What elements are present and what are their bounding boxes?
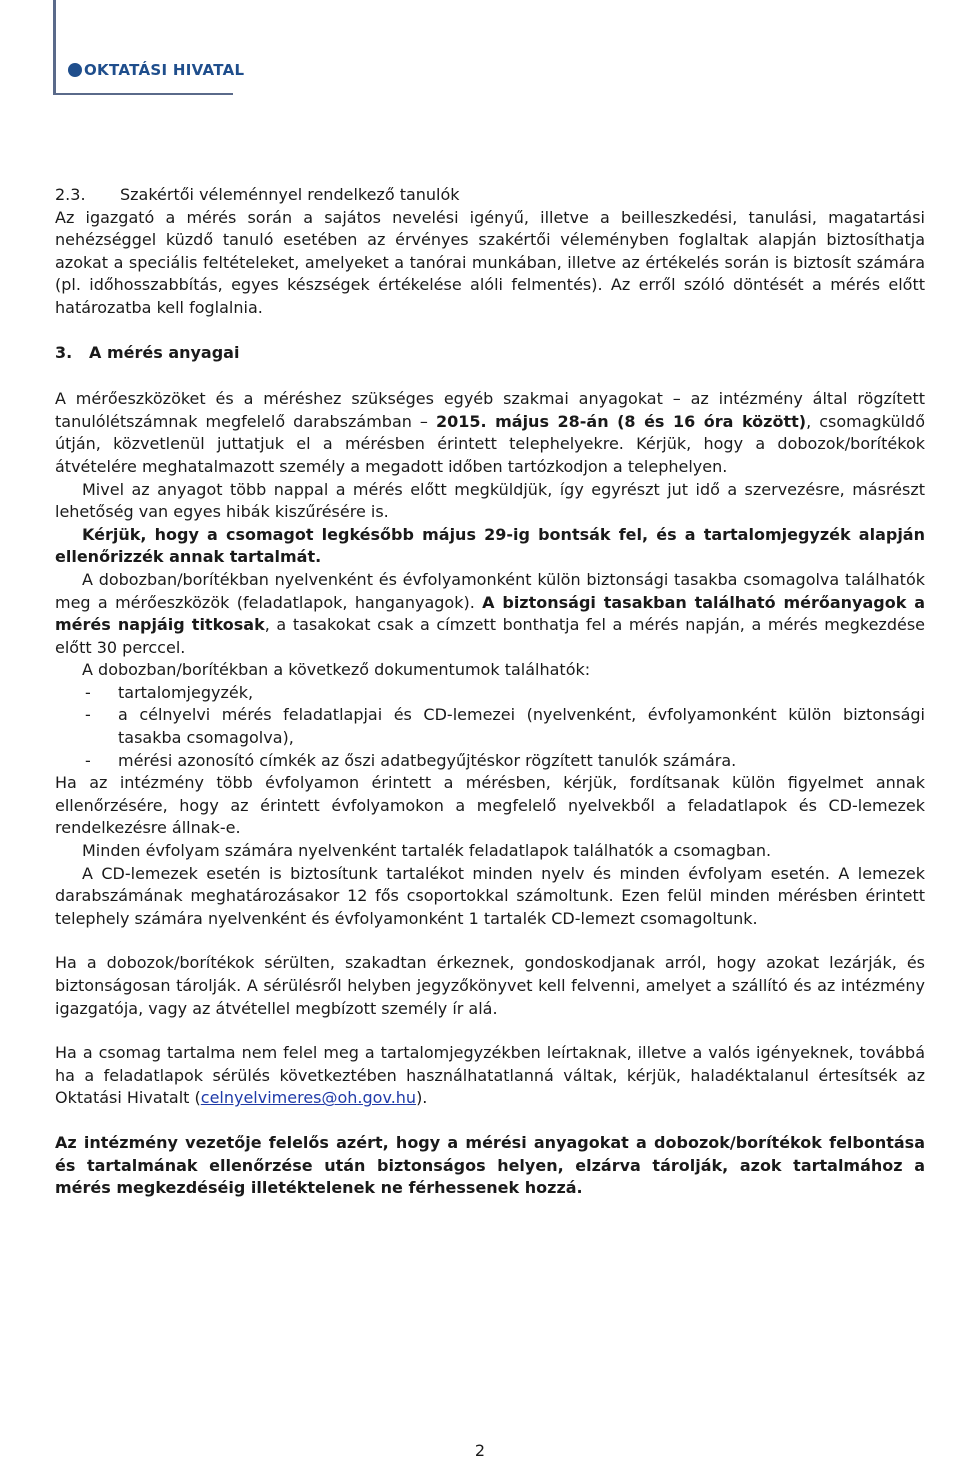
page-number: 2: [474, 1441, 486, 1460]
logo-vertical-line: [53, 0, 56, 95]
paragraph-contact: Ha a csomag tartalma nem felel meg a tartalomjegyzékben leírtaknak, illetve a valós igényeknek, továbbá ha a feladatlapok sérülés következtében használhatatlanná váltak, kérjük, haladéktalanul értesítsék az Oktatási Hivatalt (celnyelvimeres@oh.gov.hu).: [55, 1043, 925, 1108]
section-2-3-heading: [55, 184, 925, 207]
section-title: A mérés anyagai: [89, 342, 240, 362]
page-header: [0, 0, 960, 110]
section-2-3-paragraph: Az igazgató a mérés során a sajátos nevelési igényű, illetve a beilleszkedési, tanulási, magatartási nehézséggel küzdő tanuló esetében az érvényes szakértői véleményben foglaltak alapján biztosíthatja azokat a speciális feltételeket, amelyeket a tanórai munkában, illetve az értékelés során is biztosít számára (pl. időhosszabbítás, egyes készségek értékelése alóli felmentés). Az erről szóló döntését a mérés előtt határozatba kell foglalnia.: [55, 207, 925, 317]
section-number: 2.3.: [55, 185, 86, 204]
section-number: 3.: [55, 342, 73, 362]
paragraph-responsibility: Az intézmény vezetője felelős azért, hogy a mérési anyagokat a dobozok/borítékok felbontása és tartalmának ellenőrzése után biztonságos helyen, elzárva tárolják, azok tartalmához a mérés megkezdéséig illetéktelenek ne férhessenek hozzá.: [55, 1132, 925, 1198]
documents-list: [55, 682, 925, 772]
paragraph-damaged-packages: Ha a dobozok/borítékok sérülten, szakadtan érkeznek, gondoskodjanak arról, hogy azokat lezárják, és biztonságosan tárolják. A sérülésről helyben jegyzőkönyvet kell felvenni, amelyet a szállító és az intézmény igazgatója, vagy az átvétellel megbízott személy ír alá.: [55, 953, 925, 1018]
document-body: [55, 184, 925, 1200]
paragraph-multiple-grades: Ha az intézmény több évfolyamon érintett a mérésben, kérjük, fordítsanak külön figyelmet annak ellenőrzésére, hogy az érintett évfolyamokon a megfelelő nyelvekből a feladatlapok és CD-lemezek rendelkezésre állnak-e.: [55, 773, 925, 838]
paragraph-reserve-sheets: Minden évfolyam számára nyelvenként tartalék feladatlapok találhatók a csomagban.: [82, 841, 772, 861]
paragraph-organization: Mivel az anyagot több nappal a mérés előtt megküldjük, így egyrészt jut idő a szervezésre, másrészt lehetőség van egyes hibák kiszűrésére is.: [55, 479, 925, 522]
paragraph-delivery: A mérőeszközöket és a méréshez szükséges egyéb szakmai anyagokat – az intézmény által rögzített tanulólétszámnak megfelelő darabszámban – 2015. május 28-án (8 és 16 óra között), csomagküldő útján, közvetlenül juttatjuk el a mérésben érintett telephelyekre. Kérjük, hogy a dobozok/borítékok átvételére meghatalmazott személy a megadott időben tartózkodjon a telephelyen.: [55, 389, 925, 476]
logo-horizontal-line: [53, 93, 233, 95]
paragraph-cd-reserve: A CD-lemezek esetén is biztosítunk tartalékot minden nyelv és minden évfolyam esetén. A lemezek darabszámának meghatározásakor 12 fős csoportokkal számoltunk. Ezen felül minden mérésben érintett telephely számára nyelvenként és évfolyamonként 1 tartalék CD-lemezt csomagoltunk.: [55, 863, 925, 928]
list-item: - mérési azonosító címkék az őszi adatbegyűjtéskor rögzített tanulók számára.: [85, 750, 737, 770]
logo-text: OKTATÁSI HIVATAL: [84, 61, 245, 79]
section-title: Szakértői véleménnyel rendelkező tanulók: [120, 185, 460, 204]
list-item: - a célnyelvi mérés feladatlapjai és CD-lemezei (nyelvenként, évfolyamonként külön biztonsági tasakba csomagolva),: [85, 705, 925, 748]
list-item: - tartalomjegyzék,: [85, 682, 254, 702]
section-3-heading: [55, 342, 925, 365]
email-link[interactable]: celnyelvimeres@oh.gov.hu: [200, 1088, 417, 1108]
logo-dot-icon: [68, 63, 82, 77]
paragraph-open-package: Kérjük, hogy a csomagot legkésőbb május 29-ig bontsák fel, és a tartalomjegyzék alapján ellenőrizzék annak tartalmát.: [55, 524, 925, 567]
paragraph-security-bags: A dobozban/borítékban nyelvenként és évfolyamonként külön biztonsági tasakba csomagolva találhatók meg a mérőeszközök (feladatlapok, hanganyagok). A biztonsági tasakban található mérőanyagok a mérés napjáig titkosak, a tasakokat csak a címzett bonthatja fel a mérés napján, a mérés megkezdése előtt 30 perccel.: [55, 569, 926, 657]
paragraph-documents-intro: A dobozban/borítékban a következő dokumentumok találhatók:: [82, 660, 591, 680]
